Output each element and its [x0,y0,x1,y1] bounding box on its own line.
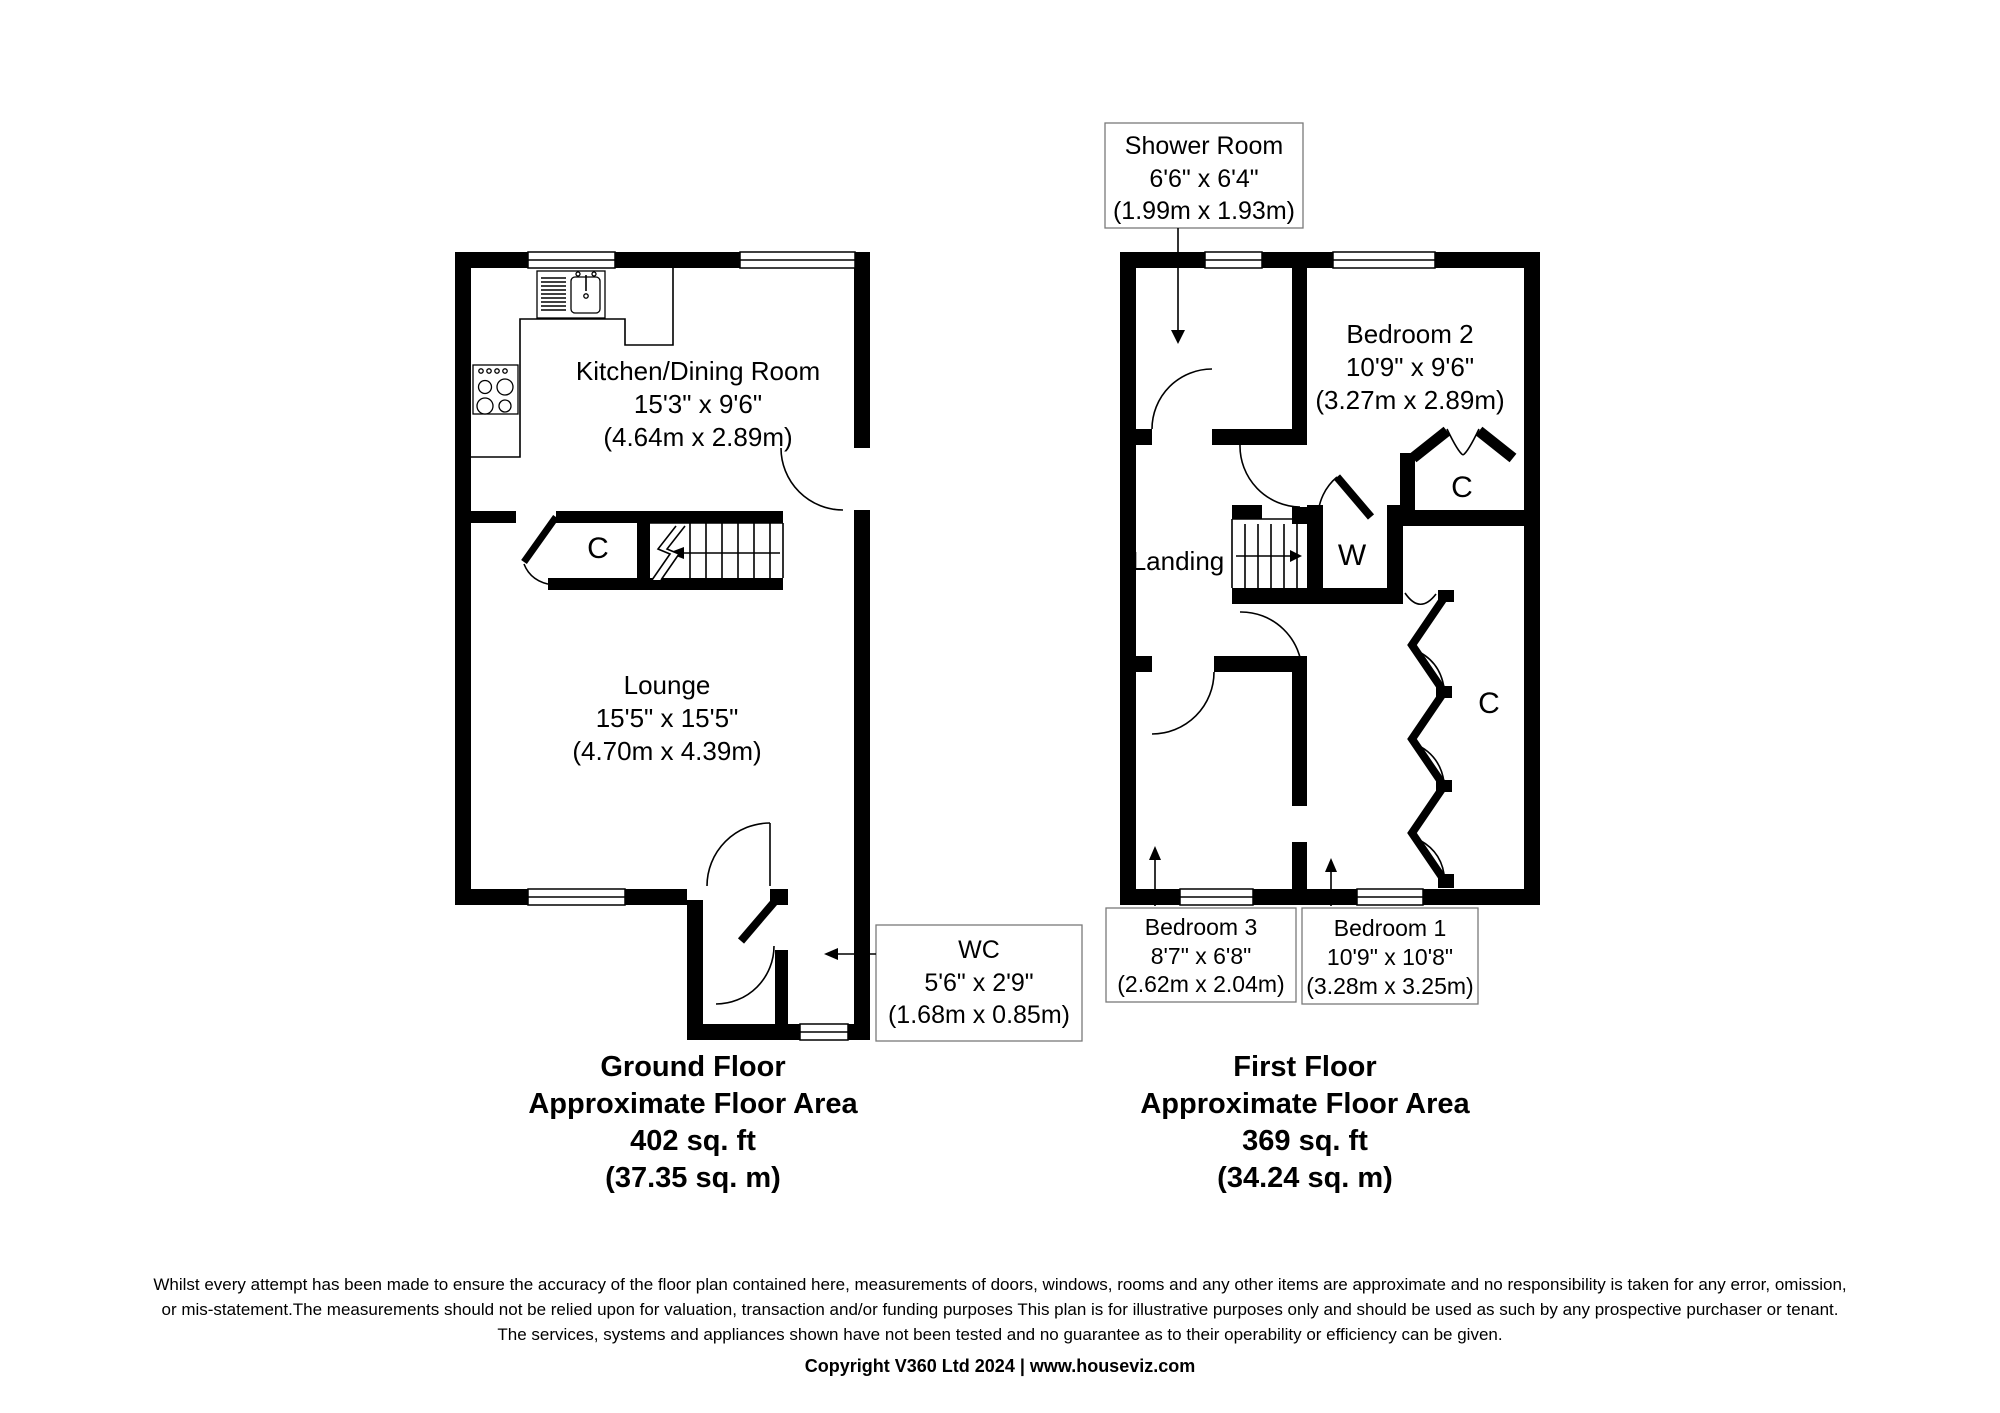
wardrobe-door [1318,477,1371,517]
window-wc-bottom [800,1024,848,1040]
lounge-name: Lounge [623,670,711,700]
window-bedroom3-bottom [1180,889,1253,905]
disclaimer-line-3: The services, systems and appliances shown have not been tested and no guarantee as to their operability or efficiency can be given. [497,1325,1503,1344]
wc-size-metric: (1.68m x 0.85m) [887,1001,1071,1029]
stairs-first [1232,519,1307,588]
bedroom2-size-metric: (3.27m x 2.89m) [1315,385,1505,415]
kitchen-size-imperial: 15'3" x 9'6" [633,389,763,419]
window-bedroom2-top [1333,252,1435,268]
kitchen-label [576,356,820,452]
stove [473,365,518,414]
wc-pointer-arrow [824,948,838,960]
bedroom3-name: Bedroom 3 [1144,914,1258,940]
footer [153,1275,1846,1376]
ground-floor-title-line: Ground Floor [600,1051,786,1083]
bedroom2-name: Bedroom 2 [1346,319,1474,349]
first-floor-area-metric: (34.24 sq. m) [1217,1162,1393,1194]
lounge-door [707,823,770,886]
disclaimer-line-1: Whilst every attempt has been made to ensure the accuracy of the floor plan contained here, measurements of doors, windows, rooms and any other items are approximate and no responsibility is taken for any error, omission, [153,1275,1847,1294]
stairs-ground [650,523,783,580]
closet-top-label: C [1451,471,1473,504]
bedroom1-name: Bedroom 1 [1333,915,1447,941]
kitchen-name: Kitchen/Dining Room [575,356,821,386]
ground-floor-plan [455,252,1082,1194]
bedroom1-size-imperial: 10'9" x 10'8" [1326,944,1454,970]
first-floor-subtitle: Approximate Floor Area [1140,1088,1470,1120]
lounge-label [572,670,761,766]
shower-room-name: Shower Room [1124,132,1284,160]
closet-label-ground: C [587,532,609,565]
bedroom3-pointer-arrow [1149,846,1161,860]
shower-room-door [1152,369,1212,429]
bedroom3-size-imperial: 8'7" x 6'8" [1150,943,1252,969]
stairs-direction-arrow-first [1290,550,1302,562]
bedroom3-door [1152,672,1214,734]
ground-floor-subtitle: Approximate Floor Area [528,1088,858,1120]
copyright-line: Copyright V360 Ltd 2024 | www.houseviz.com [804,1356,1196,1376]
disclaimer-line-2: or mis-statement.The measurements should not be relied upon for valuation, transaction and/or funding purposes This plan is for illustrative purposes only and should be used as such by any prospective purchaser or tenant. [161,1300,1839,1319]
lounge-size-imperial: 15'5" x 15'5" [595,703,739,733]
bedroom2-size-imperial: 10'9" x 9'6" [1345,352,1475,382]
window-lounge-bottom [528,889,625,905]
ground-floor-area-imperial: 402 sq. ft [630,1125,756,1157]
ground-floor-area-metric: (37.35 sq. m) [605,1162,781,1194]
front-door [781,448,843,510]
wc-size-imperial: 5'6" x 2'9" [924,969,1034,997]
kitchen-sink [537,271,605,318]
shower-room-pointer-arrow [1171,330,1185,344]
wc-name: WC [958,936,1000,964]
first-floor-walls [1120,252,1540,905]
wc-door [716,900,776,1004]
bedroom3-size-metric: (2.62m x 2.04m) [1117,971,1285,997]
bedroom2-door [1240,445,1300,507]
bedroom1-pointer-arrow [1325,858,1337,872]
kitchen-size-metric: (4.64m x 2.89m) [603,422,793,452]
first-floor-title [1140,1051,1470,1194]
closet-door-ground [524,517,556,585]
window-shower-top [1205,252,1262,268]
ground-floor-title [528,1051,858,1194]
closet-top-doors [1413,429,1513,458]
bedroom2-label [1315,319,1504,415]
closet-right-label: C [1478,687,1500,720]
bedroom1-size-metric: (3.28m x 3.25m) [1306,973,1474,999]
first-floor-area-imperial: 369 sq. ft [1242,1125,1368,1157]
window-kitchen-top-left [528,252,615,268]
closet-right-bifold-doors [1405,593,1444,880]
wardrobe-label: W [1337,539,1367,572]
shower-room-size-metric: (1.99m x 1.93m) [1112,197,1296,225]
first-floor-plan [1105,123,1540,1194]
window-kitchen-top-right [740,252,855,268]
first-floor-title-line: First Floor [1233,1051,1377,1083]
landing-label: Landing [1131,546,1225,576]
lounge-size-metric: (4.70m x 4.39m) [572,736,762,766]
shower-room-size-imperial: 6'6" x 6'4" [1149,165,1259,193]
window-bedroom1-bottom [1357,889,1423,905]
